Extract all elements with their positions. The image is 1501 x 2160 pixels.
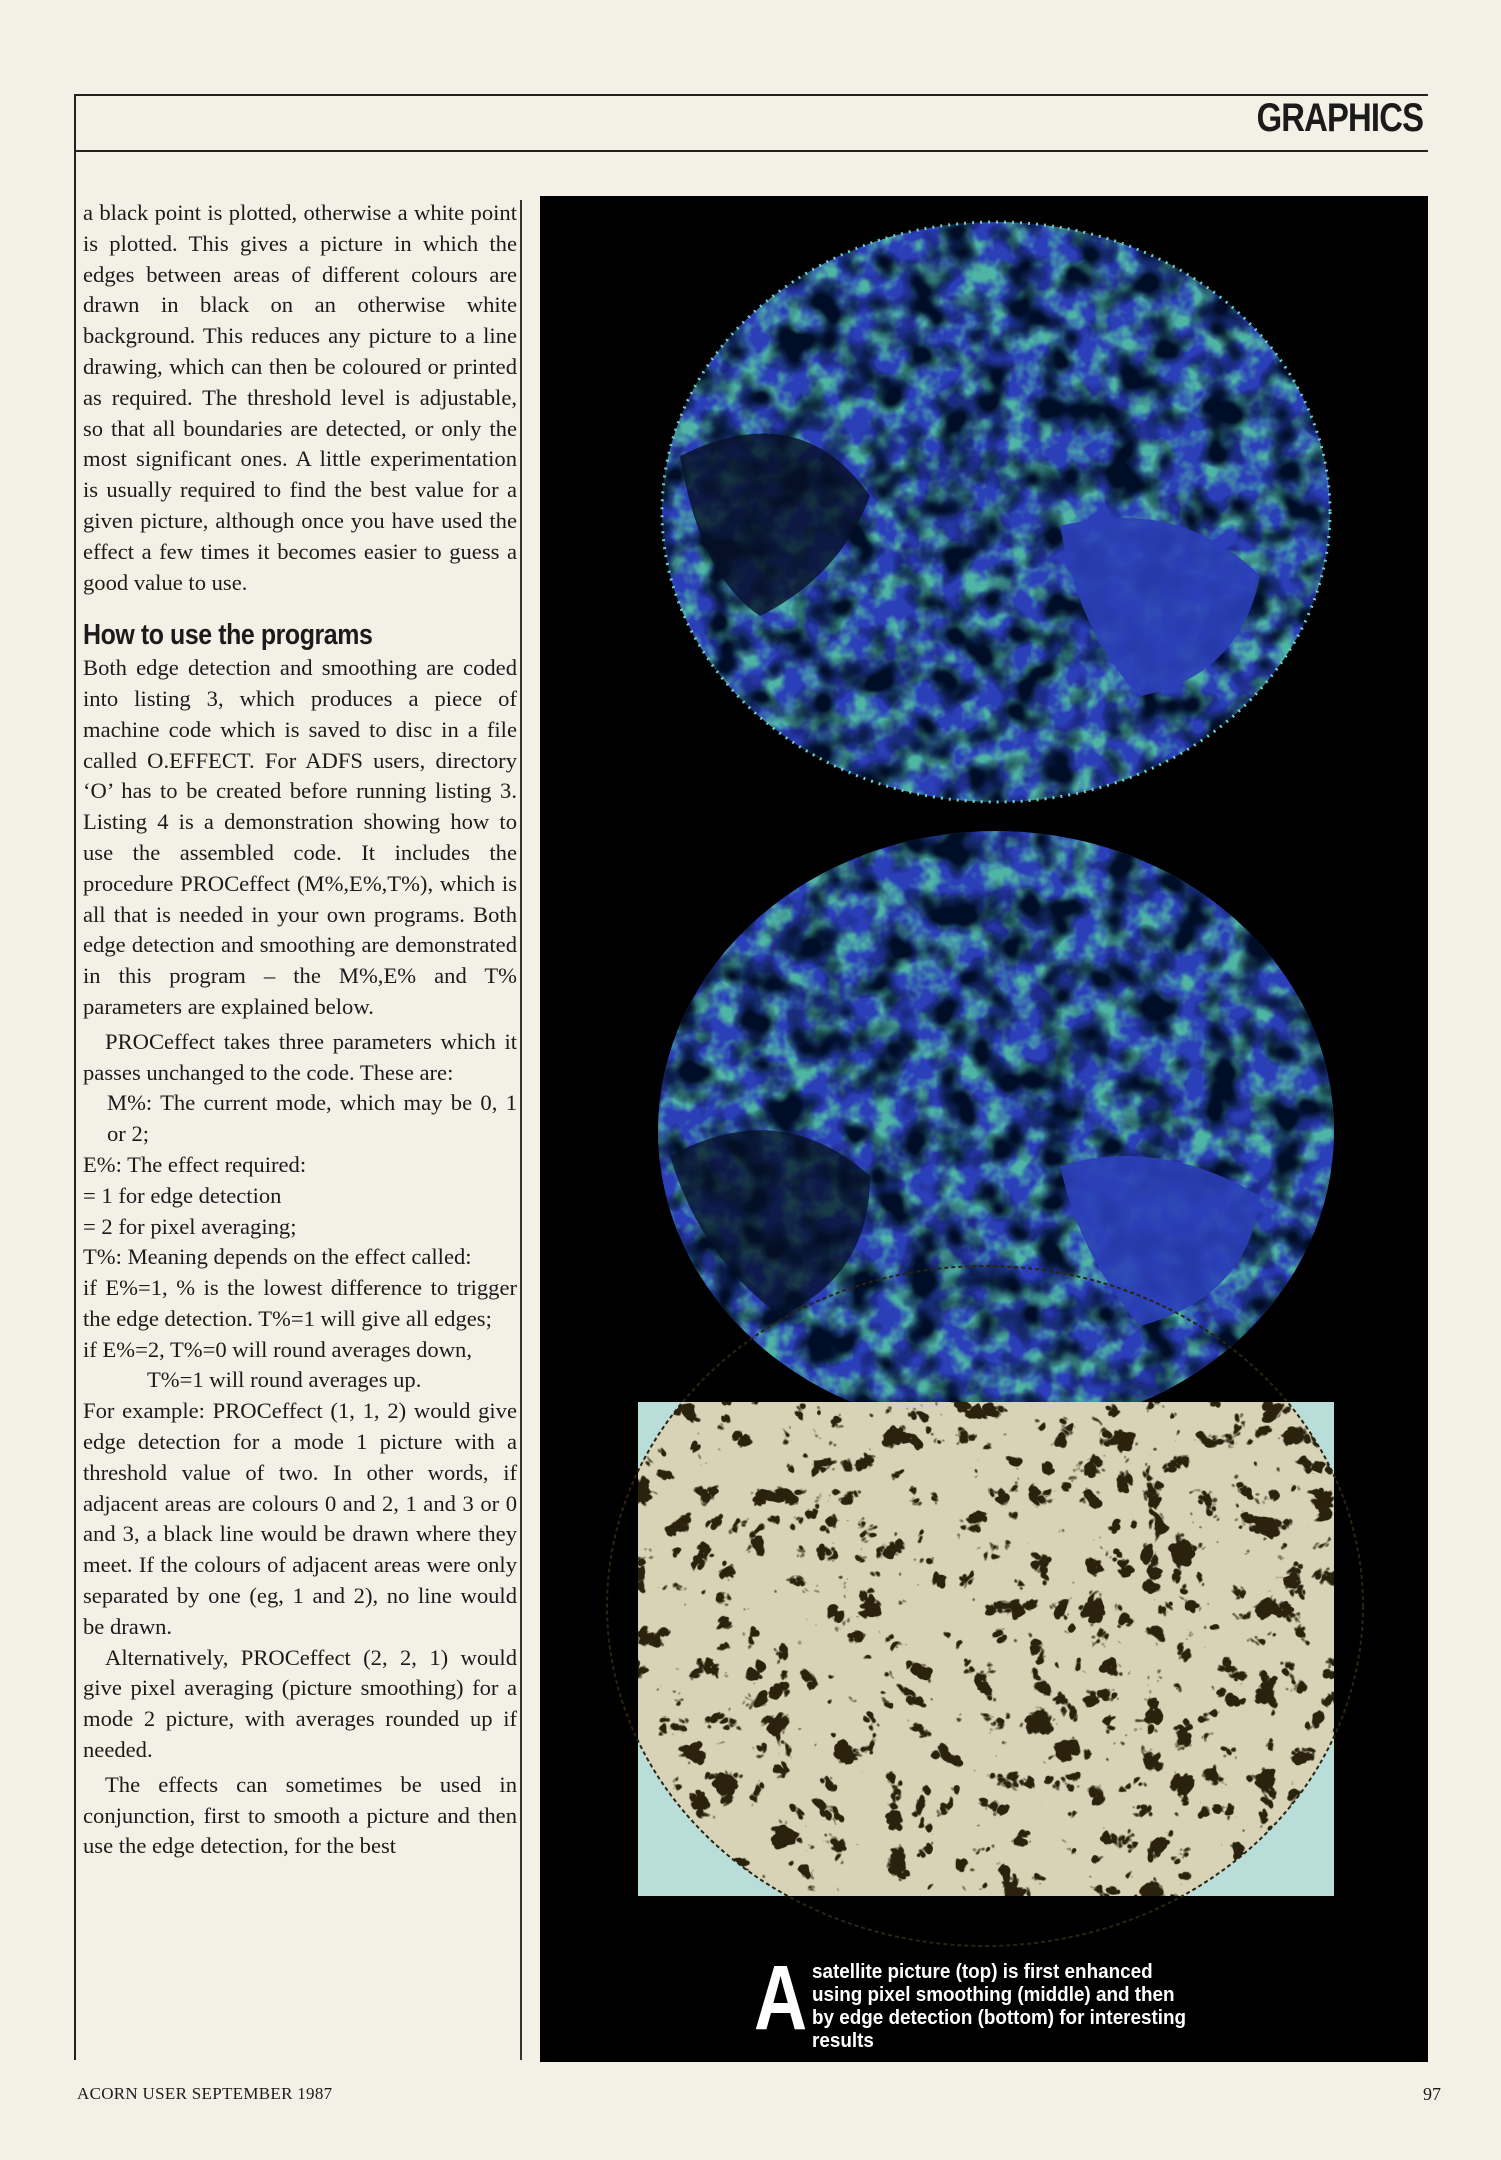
params-intro-paragraph: PROCeffect takes three parameters which it passes unchanged to the code. These are: (83, 1028, 517, 1085)
param-t-label: T%: (83, 1244, 122, 1270)
page-frame-top-rule (74, 94, 1428, 96)
param-m-text: The current mode, which may be 0, 1 or 2; (107, 1090, 517, 1147)
figure-caption (754, 1947, 1234, 2052)
footer-page-number: 97 (1423, 2084, 1441, 2104)
satellite-photo-panel (540, 196, 1428, 2062)
middle-globe-image (640, 826, 1360, 1446)
usage-paragraph: Both edge detection and smoothing are coded into listing 3, which produces a piece of machine code which is saved to disc in a file called O.EFFECT. For ADFS users, directory ‘O’ has to be created before running listing 3. Listing 4 is a demonstration showing how to use the assembled code. It includes the procedure PROCeffect (M%,E%,T%), which is all that is needed in your own programs. Both edge detection and smoothing are demonstrated in this program – the M%,E% and T% parameters are explained below. (83, 655, 517, 1019)
satellite-figure (540, 196, 1428, 2062)
final-paragraph: The effects can sometimes be used in conjunction, first to smooth a picture and then use the edge detection, for the best (83, 1771, 517, 1859)
page-frame-left-rule (74, 94, 76, 2060)
param-t-case-3: T%=1 will round averages up. (147, 1367, 422, 1393)
param-t (83, 1242, 517, 1273)
param-e (83, 1150, 517, 1181)
param-e-option-2: = 2 for pixel averaging; (83, 1213, 297, 1239)
param-m (107, 1088, 517, 1150)
param-e-text: The effect required: (127, 1151, 307, 1177)
param-t-text: Meaning depends on the effect called: (127, 1244, 472, 1270)
param-e-label: E%: (83, 1151, 122, 1177)
param-e-option-1: = 1 for edge detection (83, 1182, 282, 1208)
alternative-paragraph: Alternatively, PROCeffect (2, 2, 1) would give pixel averaging (picture smoothing) for a mode 2 picture, with averages rounded up if needed. (83, 1644, 517, 1763)
param-t-case-2: if E%=2, T%=0 will round averages down, (83, 1336, 472, 1362)
header-rule (76, 150, 1428, 152)
top-globe-image (640, 216, 1340, 816)
caption-text: satellite picture (top) is first enhanced using pixel smoothing (middle) and then by edge detection (bottom) for interesting results (812, 1960, 1187, 2052)
article-text-column (83, 198, 517, 1862)
example-paragraph: For example: PROCeffect (1, 1, 2) would give edge detection for a mode 1 picture with a threshold value of two. In other words, if adjacent areas are colours 0 and 2, 1 and 3 or 0 and 3, a black line would be drawn where they meet. If the colours of adjacent areas were only separated by one (eg, 1 and 2), no line would be drawn. (83, 1398, 517, 1639)
intro-paragraph: a black point is plotted, otherwise a white point is plotted. This gives a picture in which the edges between areas of different colours are drawn in black on an otherwise white background. This reduces any picture to a line drawing, which can then be coloured or printed as required. The threshold level is adjustable, so that all boundaries are detected, or only the most significant ones. A little experimentation is usually required to find the best value for a given picture, although once you have used the effect a few times it becomes easier to guess a good value to use. (83, 200, 517, 595)
column-rule (520, 200, 522, 2060)
param-m-label: M%: (107, 1090, 153, 1116)
param-t-case-1: if E%=1, % is the lowest difference to trigger the edge detection. T%=1 will give all edges; (83, 1275, 517, 1331)
caption-dropcap: A (754, 1947, 808, 2049)
subheading-how-to-use: How to use the programs (83, 619, 373, 652)
footer-publication: ACORN USER SEPTEMBER 1987 (77, 2084, 333, 2103)
section-label: GRAPHICS (1256, 96, 1423, 140)
